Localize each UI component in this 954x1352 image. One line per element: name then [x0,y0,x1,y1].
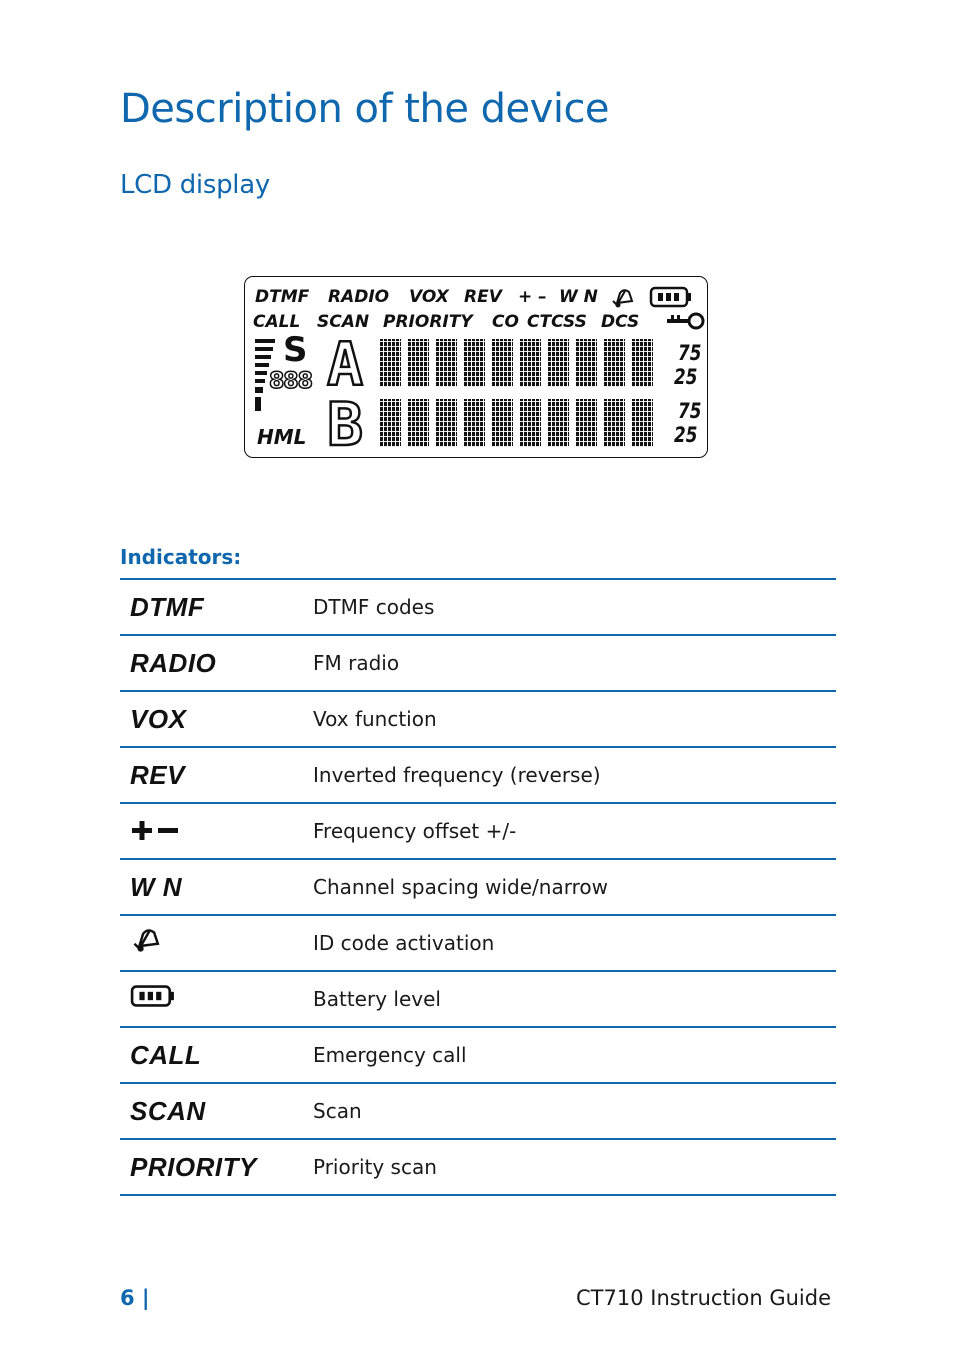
indicator-description: Inverted frequency (reverse) [313,747,836,803]
indicator-symbol: PRIORITY [120,1139,313,1195]
segment-digit [436,339,457,387]
segment-digit [380,399,401,447]
indicators-heading: Indicators: [120,545,242,569]
segment-digit [492,399,513,447]
lcd-dcs: DCS [601,312,640,332]
segment-digit [632,339,653,387]
table-row [120,1139,836,1195]
indicator-description: FM radio [313,635,836,691]
signal-bar [255,355,271,359]
signal-bar [255,397,261,411]
lcd-priority: PRIORITY [383,312,473,332]
segment-digit [520,339,541,387]
signal-bar [255,371,267,375]
section-title: LCD display [120,170,270,200]
lcd-scan: SCAN [317,312,370,332]
lcd-plus-minus: + – [518,287,547,307]
table-row [120,579,836,635]
lcd-line-a: A [327,330,364,400]
segment-digit [464,339,485,387]
lcd-hml-label: HML [257,425,307,449]
table-row [120,971,836,1027]
indicator-description: DTMF codes [313,579,836,635]
segment-digit [492,339,513,387]
segment-digit [520,399,541,447]
indicators-table [120,578,836,1196]
bell-icon [130,924,166,956]
segment-digit [380,339,401,387]
lcd-line-b: B [327,390,364,460]
indicator-symbol: VOX [120,691,313,747]
segment-digit [436,399,457,447]
table-row [120,635,836,691]
document-title: CT710 Instruction Guide [576,1286,831,1310]
indicator-symbol: RADIO [120,635,313,691]
table-row [120,803,836,859]
table-row [120,1027,836,1083]
indicator-description: Battery level [313,971,836,1027]
table-row [120,1083,836,1139]
segment-digit [548,399,569,447]
table-row [120,859,836,915]
lcd-step-75-a: 75 [678,341,702,365]
indicator-description: Frequency offset +/- [313,803,836,859]
indicator-symbol: SCAN [120,1083,313,1139]
signal-bar [255,363,269,367]
lcd-dtmf: DTMF [255,287,310,307]
indicator-symbol: W N [120,859,313,915]
indicator-symbol: DTMF [120,579,313,635]
signal-bar [255,379,265,383]
lcd-vox: VOX [409,287,449,307]
lcd-call: CALL [253,312,301,332]
segment-digit [548,339,569,387]
segment-digit [408,339,429,387]
signal-bar [255,387,263,393]
segment-digit [464,399,485,447]
table-row [120,747,836,803]
lcd-wn: W N [559,287,598,307]
lcd-step-75-b: 75 [678,399,702,423]
lcd-mini-digits: 888 [269,369,312,394]
indicator-description: Scan [313,1083,836,1139]
table-row [120,915,836,971]
segment-digit [604,339,625,387]
key-icon [665,310,705,332]
indicator-description: Channel spacing wide/narrow [313,859,836,915]
battery-icon [130,983,176,1009]
plus-minus-icon [130,820,180,840]
segment-digit [576,339,597,387]
lcd-display [244,276,708,458]
lcd-co: CO [492,312,519,332]
indicator-description: Priority scan [313,1139,836,1195]
signal-bar [255,347,273,351]
table-row [120,691,836,747]
lcd-ctcss: CTCSS [527,312,587,332]
bell-icon [611,285,637,311]
segment-digit [576,399,597,447]
indicator-description: ID code activation [313,915,836,971]
lcd-s-label: S [283,330,308,370]
indicator-symbol: REV [120,747,313,803]
segment-digit [408,399,429,447]
lcd-radio: RADIO [328,287,390,307]
segment-digit [604,399,625,447]
indicator-symbol [120,803,313,859]
indicator-symbol: CALL [120,1027,313,1083]
signal-bar [255,339,275,343]
page-number: 6 | [120,1286,150,1310]
indicator-symbol [120,915,313,971]
battery-icon [649,285,693,309]
segment-digit [632,399,653,447]
indicator-description: Emergency call [313,1027,836,1083]
lcd-step-25-b: 25 [674,423,698,447]
lcd-rev: REV [464,287,502,307]
lcd-step-25-a: 25 [674,365,698,389]
page-title: Description of the device [120,86,610,132]
indicator-description: Vox function [313,691,836,747]
indicator-symbol [120,971,313,1027]
